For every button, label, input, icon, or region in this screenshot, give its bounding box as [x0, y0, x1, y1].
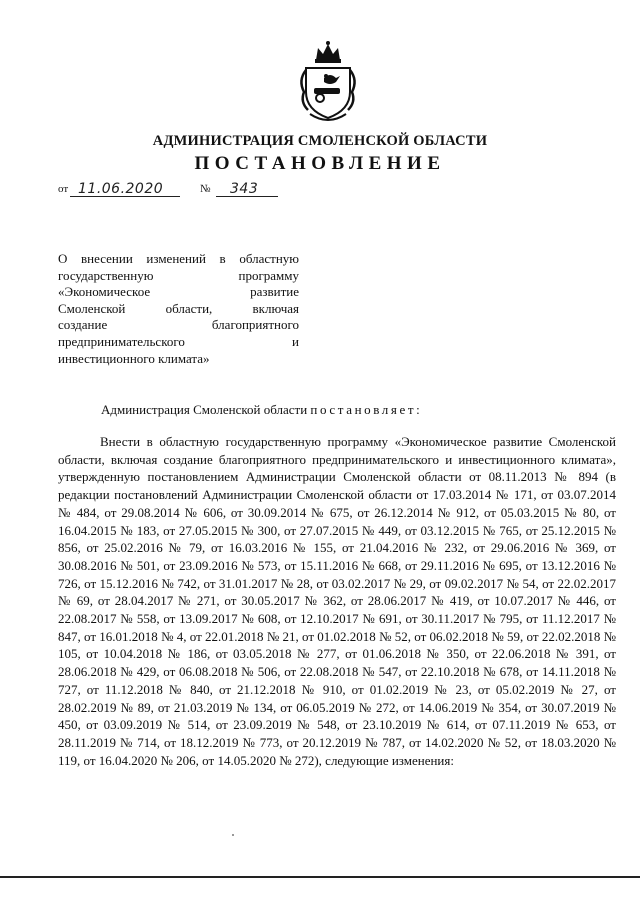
number-value: 343 — [230, 181, 259, 197]
document-subject — [58, 251, 299, 367]
subject-line: Смоленской области, включая — [58, 300, 299, 316]
page-bottom-rule — [0, 876, 640, 878]
organization-title: АДМИНИСТРАЦИЯ СМОЛЕНСКОЙ ОБЛАСТИ — [152, 133, 488, 149]
smolensk-coat-of-arms-icon — [296, 40, 360, 122]
decree-body-paragraph: Внести в областную государственную программу «Экономическое развитие Смоленской области, включая создание благоприятного предпринимательского и инвестиционного климата», утвержденную постановлением Администрации Смоленской области от 08.11.2013 № 894 (в редакции постановлений Администрации Смоленской области от 17.03.2014 № 171, от 03.07.2014 № 484, от 29.08.2014 № 606, от 30.09.2014 № 675, от 26.12.2014 № 912, от 05.03.2015 № 80, от 16.04.2015 № 183, от 27.05.2015 № 300, от 27.07.2015 № 449, от 03.12.2015 № 765, от 25.12.2015 № 856, от 25.02.2016 № 79, от 16.03.2016 № 155, от 21.04.2016 № 232, от 29.06.2016 № 369, от 30.08.2016 № 501, от 23.09.2016 № 573, от 15.11.2016 № 668, от 29.11.2016 № 695, от 13.12.2016 № 726, от 15.12.2016 № 742, от 31.01.2017 № 28, от 03.02.2017 № 29, от 09.02.2017 № 54, от 22.02.2017 № 69, от 28.04.2017 № 271, от 30.05.2017 № 362, от 28.06.2017 № 419, от 10.07.2017 № 446, от 22.08.2017 № 558, от 13.09.2017 № 608, от 12.10.2017 № 691, от 30.11.2017 № 795, от 11.12.2017 № 847, от 16.01.2018 № 4, от 22.01.2018 № 21, от 01.02.2018 № 52, от 06.02.2018 № 59, от 22.02.2018 № 105, от 10.04.2018 № 186, от 03.05.2018 № 277, от 01.06.2018 № 350, от 22.06.2018 № 391, от 28.06.2018 № 429, от 06.08.2018 № 506, от 22.08.2018 № 547, от 22.10.2018 № 678, от 14.11.2018 № 727, от 11.12.2018 № 840, от 21.12.2018 № 910, от 01.02.2019 № 23, от 05.02.2019 № 27, от 28.02.2019 № 89, от 21.03.2019 № 134, от 06.05.2019 № 272, от 14.06.2019 № 354, от 30.07.2019 № 450, от 03.09.2019 № 514, от 23.09.2019 № 548, от 23.10.2019 № 614, от 07.11.2019 № 653, от 28.11.2019 № 714, от 18.12.2019 № 773, от 20.12.2019 № 787, от 14.02.2020 № 52, от 18.03.2020 № 119, от 16.04.2020 № 206, от 14.05.2020 № 272), следующие изменения: — [58, 434, 616, 768]
subject-line: создание благоприятного — [58, 317, 299, 333]
date-number-line — [58, 179, 278, 201]
decree-intro — [101, 402, 422, 418]
subject-line: инвестиционного климата» — [58, 350, 210, 366]
subject-line: государственную программу — [58, 267, 299, 283]
intro-verb: постановляет: — [310, 402, 423, 417]
document-type-title: ПОСТАНОВЛЕНИЕ — [194, 153, 446, 174]
scan-speck — [232, 834, 234, 836]
subject-line: О внесении изменений в областную — [58, 251, 299, 266]
subject-line: предпринимательского и — [58, 333, 299, 349]
date-value: 11.06.2020 — [78, 181, 164, 197]
intro-text: Администрация Смоленской области — [101, 402, 308, 417]
date-label: от — [58, 183, 69, 195]
subject-line: «Экономическое развитие — [58, 284, 299, 300]
number-label: № — [200, 183, 211, 195]
